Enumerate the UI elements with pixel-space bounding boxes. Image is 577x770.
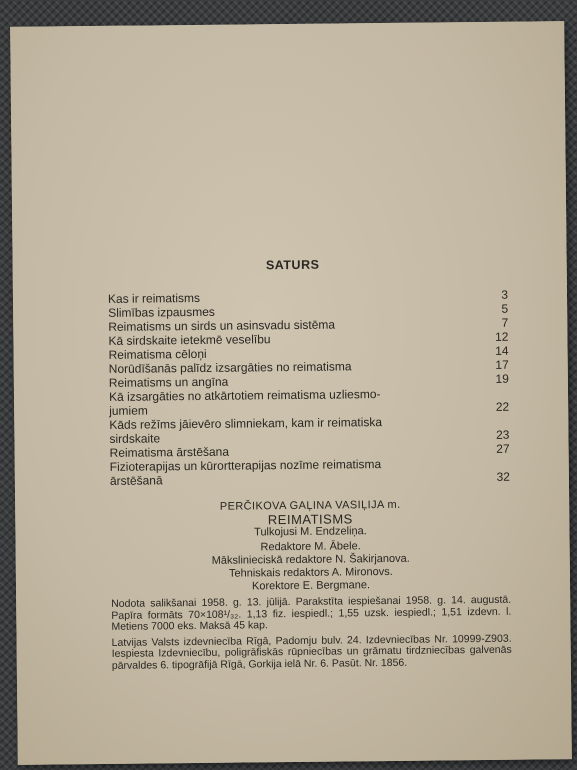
toc-entry-title: Reimatisms un angīna (108, 374, 229, 390)
credit-line: Korektore E. Bergmane. (251, 579, 371, 593)
toc-entry-page: 27 (496, 441, 510, 456)
book-page (10, 21, 572, 765)
toc-entry-title: Reimatisms un sirds un asinsvadu sistēma (108, 317, 336, 334)
toc-entry-page: 14 (495, 343, 509, 358)
toc-entry-page: 7 (501, 315, 509, 330)
toc-entry-title: Kā izsargāties no atkārtotiem reimatisma uzliesmo- jumiem (108, 387, 381, 418)
toc-entry-title: Norūdīšanās palīdz izsargāties no reimatisma (108, 359, 352, 376)
toc-entry-title: Reimatisma cēloņi (108, 346, 207, 362)
book-title: REIMATISMS (267, 511, 353, 528)
author-name: PERČIKOVA GAĻINA VASIĻIJA m. (219, 498, 401, 513)
toc-entry-page: 17 (495, 357, 509, 372)
editorial-credits (111, 539, 512, 595)
toc-entry-page: 12 (494, 329, 509, 344)
credit-line: Mākslinieciskā redaktore N. Šakirjanova. (211, 552, 410, 567)
toc-entry-page: 22 (495, 399, 510, 414)
toc-entry-page: 23 (496, 427, 510, 442)
print-details: Nodota salikšanai 1958. g. 13. jūlijā. Parakstīta iespiešanai 1958. g. 14. augustā. Papīra formāts 70×108¹/₃₂. 1,13 fiz. iespiedl.; 1,55 uzsk. iespiedl.; 1,51 izdevn. l. Metiens 7000 eks. Maksā 45 kap. (111, 593, 512, 633)
toc-entry (109, 386, 509, 418)
publisher-details: Latvijas Valsts izdevniecība Rīgā, Padomju bulv. 24. Izdevniecības Nr. 10999-Z903. Iespiesta Izdevniecību, poligrāfiskās rūpniecības un grāmatu tirdzniecības galvenās pārvaldes 6. tipogrāfijā Rīgā, Gorkija ielā Nr. 6. Pasūt. Nr. 1856. (111, 632, 512, 672)
toc-entry-page: 3 (501, 287, 509, 302)
contents-heading: SATURS (265, 257, 320, 273)
translator-credit: Tulkojusi M. Endzeliņa. (254, 525, 367, 539)
toc-entry-title: Fizioterapijas un kūrortterapijas nozīme reimatisma ārstēšanā (109, 457, 382, 488)
colophon (110, 498, 512, 672)
toc-entry-title: Kā sirdskaite ietekmē veselību (108, 332, 271, 348)
toc-entry-page: 19 (495, 371, 509, 386)
toc-entry-title: Kas ir reimatisms (107, 290, 201, 306)
page-content (108, 256, 512, 672)
toc-entry-title: Slimības izpausmes (108, 304, 215, 320)
toc-entry-title: Reimatisma ārstēšana (109, 444, 230, 460)
toc-entry (109, 414, 509, 446)
credit-line: Tehniskais redaktors A. Mironovs. (228, 565, 393, 580)
toc-entry-page: 32 (496, 469, 510, 484)
toc-entry-page: 5 (501, 301, 509, 316)
table-of-contents (108, 288, 510, 488)
toc-entry-title: Kāds režīms jāievēro slimniekam, kam ir reimatiska sirdskaite (109, 415, 383, 446)
credit-line: Redaktore M. Ābele. (260, 540, 361, 554)
toc-entry (110, 456, 510, 488)
